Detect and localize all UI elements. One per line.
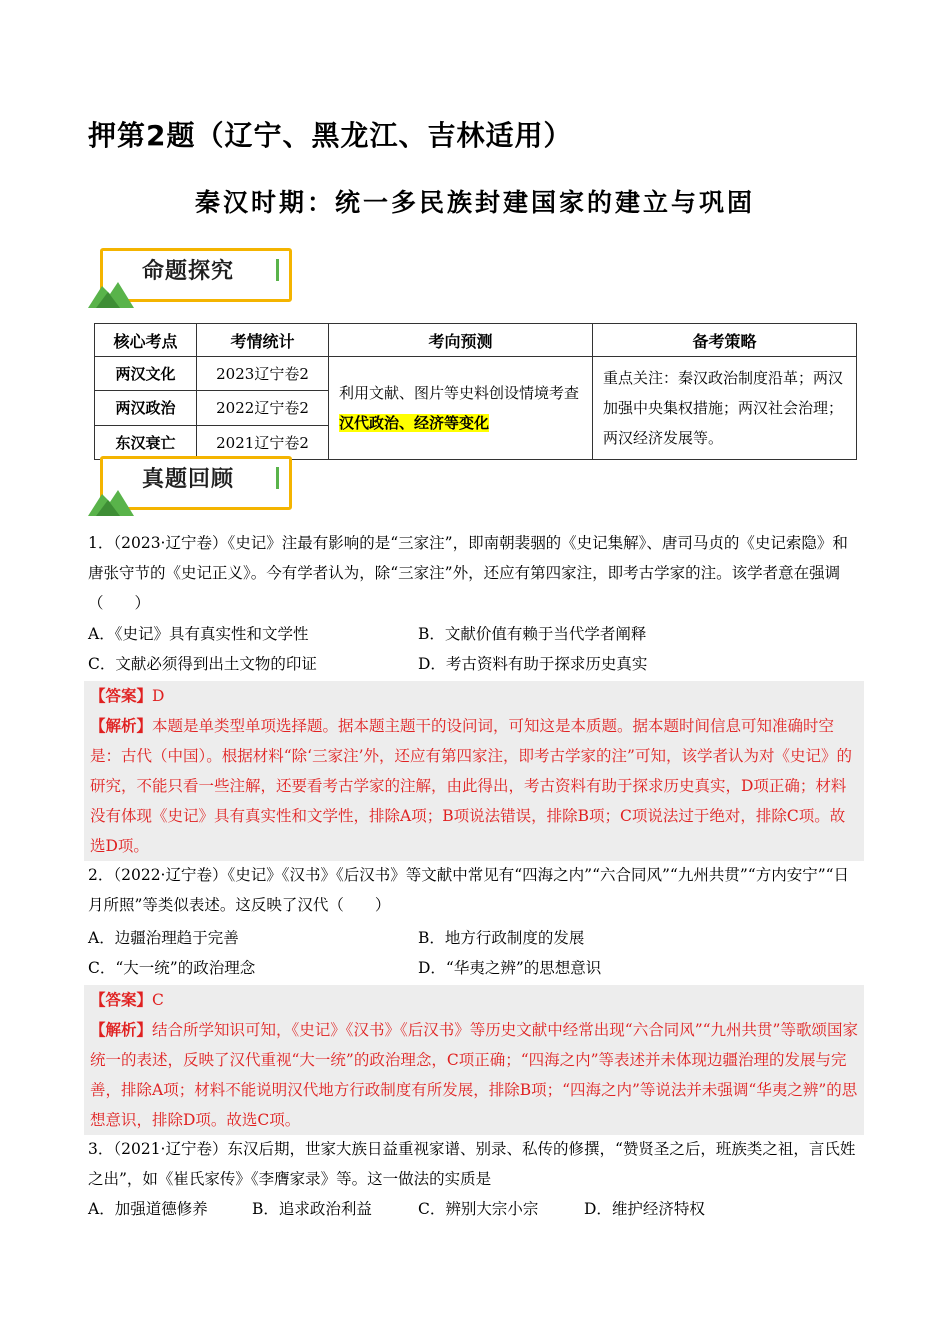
forecast-text: 利用文献、图片等史料创设情境考查 xyxy=(339,384,580,402)
question-options xyxy=(88,923,860,983)
analysis-line xyxy=(90,711,858,861)
option-d: D．“华夷之辨”的思想意识 xyxy=(418,959,602,977)
page-subtitle: 秦汉时期：统一多民族封建国家的建立与巩固 xyxy=(194,188,755,217)
section-banner-explore xyxy=(88,244,298,310)
exam-analysis-table xyxy=(94,323,857,460)
analysis-text: 结合所学知识可知，《史记》《汉书》《后汉书》等历史文献中经常出现“六合同风”“九州共贯”等歌颂国家统一的表述，反映了汉代重视“大一统”的政治理念，C项正确；“四海之内”等表述并未体现边疆治理的发展与完善，排除A项；材料不能说明汉代地方行政制度有所发展，排除B项；“四海之内”等说法并未强调“华夷之辨”的思想意识，排除D项。故选C项。 xyxy=(90,1021,858,1129)
option-a: A．《史记》具有真实性和文学性 xyxy=(88,625,309,643)
table-cell-point: 两汉文化 xyxy=(95,357,197,391)
option-b: B．追求政治利益 xyxy=(252,1200,372,1218)
answer-value: C xyxy=(152,991,164,1009)
table-cell-point: 两汉政治 xyxy=(95,391,197,425)
option-a: A．边疆治理趋于完善 xyxy=(88,929,239,947)
question-options xyxy=(88,1194,860,1224)
answer-line xyxy=(90,985,858,1015)
question-stem: 3．（2021·辽宁卷）东汉后期，世家大族日益重视家谱、别录、私传的修撰，“赞贤圣之后，班族类之祖，言氏姓之出”，如《崔氏家传》《李膺家录》等。这一做法的实质是 xyxy=(88,1140,856,1188)
table-cell-stat: 2022辽宁卷2 xyxy=(197,391,329,425)
section-banner-review xyxy=(88,452,298,518)
table-cell-forecast xyxy=(329,357,593,460)
option-d: D．考古资料有助于探求历史真实 xyxy=(418,655,648,673)
option-d: D．维护经济特权 xyxy=(584,1200,705,1218)
table-header-row xyxy=(95,324,857,357)
answer-value: D xyxy=(152,687,165,705)
option-b: B．地方行政制度的发展 xyxy=(418,929,585,947)
option-c: C．文献必须得到出土文物的印证 xyxy=(88,655,317,673)
question-stem: 1．（2023·辽宁卷）《史记》注最有影响的是“三家注”，即南朝裴骃的《史记集解》、唐司马贞的《史记索隐》和唐张守节的《史记正义》。今有学者认为，除“三家注”外，还应有第四家注，即考古学家的注。该学者意在强调（ ） xyxy=(88,534,848,612)
section-title-explore: 命题探究 xyxy=(142,259,235,284)
table-cell-stat: 2023辽宁卷2 xyxy=(197,357,329,391)
question-stem: 2．（2022·辽宁卷）《史记》《汉书》《后汉书》等文献中常见有“四海之内”“六合同风”“九州共贯”“方内安宁”“日月所照”等类似表述。这反映了汉代（ ） xyxy=(88,866,850,914)
table-header: 备考策略 xyxy=(593,324,857,357)
table-cell-stat: 2021辽宁卷2 xyxy=(197,425,329,459)
option-c: C．辨别大宗小宗 xyxy=(418,1200,539,1218)
forecast-highlight: 汉代政治、经济等变化 xyxy=(339,414,490,432)
table-header: 考向预测 xyxy=(329,324,593,357)
mountain-icon xyxy=(88,486,134,516)
answer-tag: 【答案】 xyxy=(90,687,153,705)
table-header: 考情统计 xyxy=(197,324,329,357)
table-cell-point: 东汉衰亡 xyxy=(95,425,197,459)
mountain-icon xyxy=(88,278,134,308)
section-title-review: 真题回顾 xyxy=(142,467,235,492)
analysis-tag: 【解析】 xyxy=(90,717,153,735)
analysis-line xyxy=(90,1015,858,1135)
answer-box xyxy=(84,681,864,861)
analysis-text: 本题是单类型单项选择题。据本题主题干的设问词，可知这是本质题。据本题时间信息可知准确时空是：古代（中国）。根据材料“除‘三家注’外，还应有第四家注，即考古学家的注”可知，该学者认为对《史记》的研究，不能只看一些注解，还要看考古学家的注解，由此得出，考古资料有助于探求历史真实，D项正确；材料没有体现《史记》具有真实性和文学性，排除A项；B项说法错误，排除B项；C项说法过于绝对，排除C项。故选D项。 xyxy=(90,717,852,855)
analysis-tag: 【解析】 xyxy=(90,1021,153,1039)
answer-line xyxy=(90,681,858,711)
table-header: 核心考点 xyxy=(95,324,197,357)
page-title: 押第2题（辽宁、黑龙江、吉林适用） xyxy=(88,119,573,152)
option-b: B．文献价值有赖于当代学者阐释 xyxy=(418,625,647,643)
table-row xyxy=(95,357,857,391)
option-a: A．加强道德修养 xyxy=(88,1200,208,1218)
answer-box xyxy=(84,985,864,1135)
option-c: C．“大一统”的政治理念 xyxy=(88,959,256,977)
answer-tag: 【答案】 xyxy=(90,991,153,1009)
table-cell-strategy: 重点关注：秦汉政治制度沿革；两汉加强中央集权措施；两汉社会治理；两汉经济发展等。 xyxy=(593,357,857,460)
question-options xyxy=(88,619,860,679)
